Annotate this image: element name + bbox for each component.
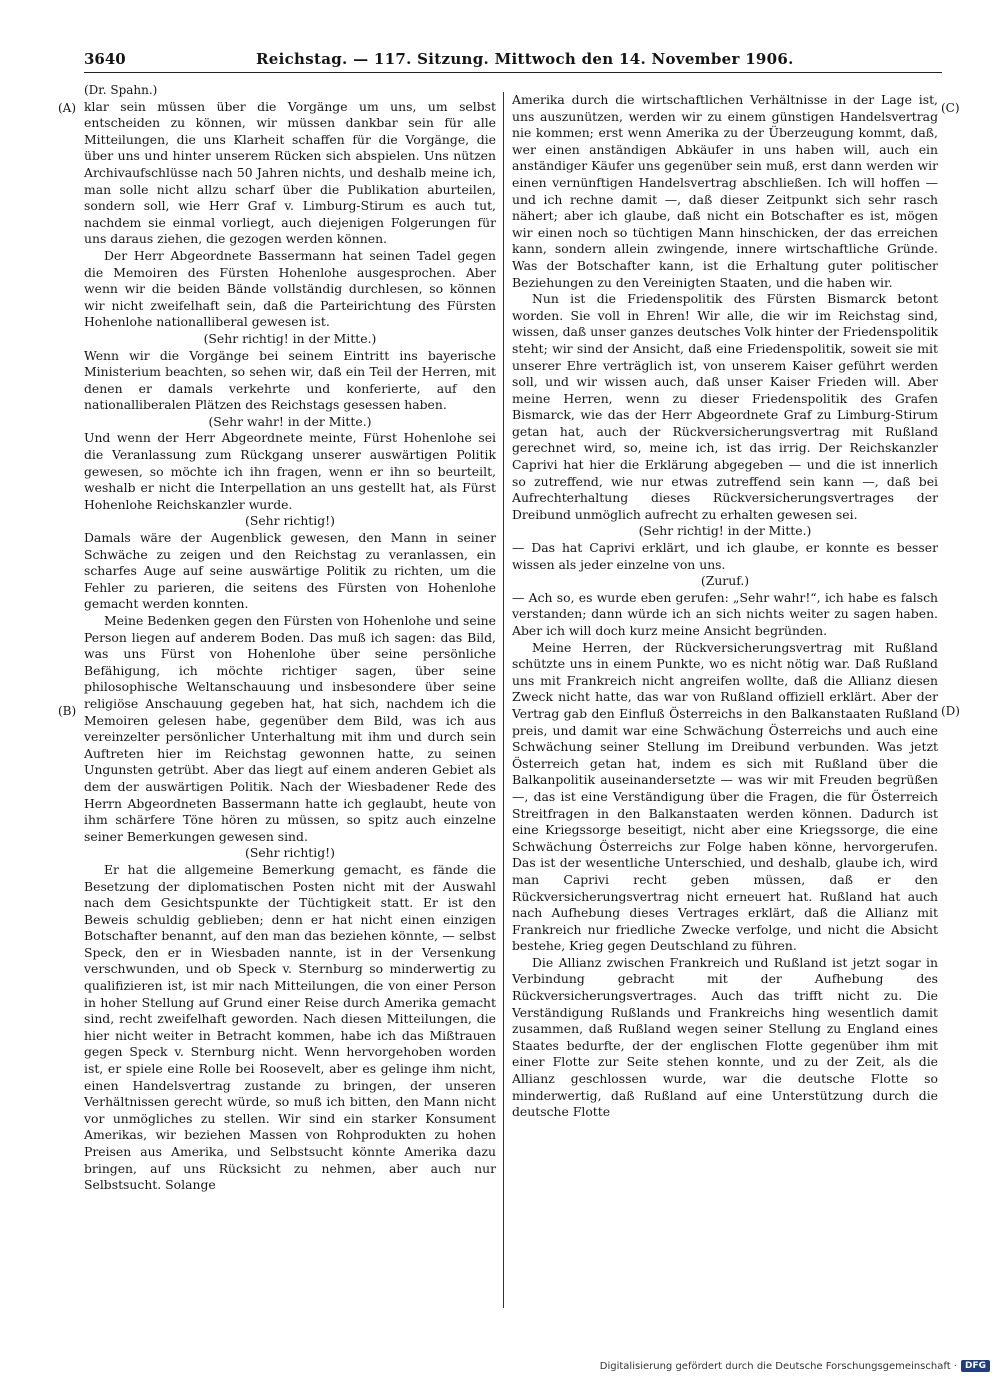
paragraph: Meine Bedenken gegen den Fürsten von Hohenlohe und seine Person liegen auf anderem Boden. Das muß ich sagen: das Bild, was uns Fürst von Hohenlohe über seine persönliche Befähigung, ich möchte richtiger sagen, über seine philosophische Weltanschauung und insbesondere über seine religiöse Anschauung gegeben hat, hat sich, nachdem ich die Memoiren gelesen habe, gegenüber dem Bild, was ich aus vereinzelter persönlicher Unterhaltung mit ihm und durch sein Auftreten hier im Reichstag gewonnen hatte, zu seinen Ungunsten getrübt. Aber das liegt auf einem anderen Gebiet als dem der auswärtigen Politik. Nach der Wiesbadener Rede des Herrn Abgeordneten Bassermann hatte ich geglaubt, heute von ihm schärfere Töne hören zu müssen, so spitz auch einzelne seiner Bemerkungen gewesen sind. bbox=[84, 613, 496, 844]
paragraph: — Das hat Caprivi erklärt, und ich glaube, er konnte es besser wissen als jeder einzelne von uns. bbox=[512, 540, 938, 572]
interjection: (Sehr wahr! in der Mitte.) bbox=[208, 413, 372, 429]
running-header bbox=[84, 48, 942, 74]
dfg-logo: DFG bbox=[961, 1360, 990, 1372]
running-title: Reichstag. — 117. Sitzung. Mittwoch den 14. November 1906. bbox=[256, 50, 794, 68]
interjection: (Sehr richtig!) bbox=[245, 513, 335, 529]
credit-text: Digitalisierung gefördert durch die Deutsche Forschungsgemeinschaft · bbox=[599, 1360, 957, 1372]
paragraph: Der Herr Abgeordnete Bassermann hat seinen Tadel gegen die Memoiren des Fürsten Hohenlohe ausgesprochen. Aber wenn wir die beiden Bände vollständig durchlesen, so können wir nicht zweifelhaft sein, daß die Parteirichtung des Fürsten Hohenlohe nationalliberal gewesen ist. bbox=[84, 247, 496, 330]
paragraph: Wenn wir die Vorgänge bei seinem Eintritt ins bayerische Ministerium beachten, so sehen wir, daß ein Teil der Herren, mit denen er damals verkehrte und konferierte, auf den nationalliberalen Plätzen des Reichstags gesessen haben. bbox=[84, 347, 496, 413]
paragraph: Die Allianz zwischen Frankreich und Rußland ist jetzt sogar in Verbindung gebracht mit der Aufhebung des Rückversicherungsvertrages. Auch das trifft nicht zu. Die Verständigung Rußlands und Frankreichs hing wesentlich damit zusammen, daß Rußland wegen seiner Stellung zu England eines Staates bedurfte, der der englischen Flotte gegenüber ihm mit einer Flotte zur Seite stehen konnte, und zu der Zeit, als die Allianz geschlossen wurde, war die deutsche Flotte so minderwertig, daß Rußland auf eine Unterstützung durch die deutsche Flotte bbox=[512, 954, 938, 1120]
interjection: (Zuruf.) bbox=[700, 573, 750, 589]
interjection: (Sehr richtig!) bbox=[245, 845, 335, 861]
page-number: 3640 bbox=[84, 50, 126, 68]
interjection: (Sehr richtig! in der Mitte.) bbox=[203, 330, 377, 346]
margin-mark-c: (C) bbox=[941, 101, 960, 115]
interjection: (Sehr richtig! in der Mitte.) bbox=[638, 523, 812, 539]
paragraph: Meine Herren, der Rückversicherungsvertrag mit Rußland schützte uns in einem Punkte, wo es nicht nötig war. Daß Rußland uns mit Frankreich nicht angreifen wollte, daß die Allianz diesen Zweck nicht hatte, das war von Rußland offiziell erklärt. Aber der Vertrag gab den Einfluß Österreichs in den Balkanstaaten Rußland preis, und damit war eine Schwächung Österreichs und auch eine Schwächung seiner Stellung im Dreibund verbunden. Was jetzt Österreich getan hat, indem es sich mit Rußland über die Balkanpolitik auseinandersetzte — was wir mit Freuden begrüßen —, das ist eine Verständigung über die Fragen, die für Österreich Streitfragen in den Balkanstaaten werden können. Dadurch ist eine Kriegssorge beseitigt, nicht aber eine Kriegssorge, die eine Schwächung Österreichs zur Folge haben könne, hervorgerufen. Das ist der wesentliche Unterschied, und deshalb, glaube ich, wird man Caprivi recht geben müssen, daß er den Rückversicherungsvertrag nicht erneuert hat. Rußland hat auch nach Aufhebung dieses Vertrages erklärt, daß die Allianz mit Frankreich nur friedliche Zwecke verfolge, und nicht die Absicht bestehe, Krieg gegen Deutschland zu führen. bbox=[512, 639, 938, 954]
paragraph: klar sein müssen über die Vorgänge um uns, um selbst entscheiden zu können, wir müssen dankbar sein für alle Mitteilungen, die uns Klarheit schaffen für die Vorgänge, die über uns und hinter unserem Rücken sich abspielen. Uns nützen Archivaufschlüsse nach 50 Jahren nichts, und deshalb meine ich, man solle nicht allzu scharf über die Publikation aburteilen, sondern soll, wie Herr Graf v. Limburg-Stirum es auch tut, nachdem sie einmal vorliegt, auch diejenigen Folgerungen für uns daraus ziehen, die gezogen werden können. bbox=[84, 98, 496, 247]
right-column bbox=[512, 92, 938, 1121]
speaker-name: (Dr. Spahn.) bbox=[84, 83, 158, 97]
header-rule bbox=[84, 72, 942, 73]
digitization-credit bbox=[600, 1357, 990, 1375]
left-column bbox=[84, 82, 496, 1194]
paragraph: Und wenn der Herr Abgeordnete meinte, Fürst Hohenlohe sei die Veranlassung zum Rückgang unserer auswärtigen Politik gewesen, so möchte ich ihn fragen, wenn er ihn so beurteilt, weshalb er nicht die Interpellation an uns gestellt hat, als Fürst Hohenlohe Reichskanzler wurde. bbox=[84, 430, 496, 512]
paragraph: Damals wäre der Augenblick gewesen, den Mann in seiner Schwäche zu zeigen und den Reichstag zu veranlassen, ein scharfes Auge auf seine auswärtige Politik zu richten, um die Fehler zu parieren, die seitens des Fürsten von Hohenlohe gemacht werden konnten. bbox=[84, 530, 496, 612]
paragraph: — Ach so, es wurde eben gerufen: „Sehr wahr!“, ich habe es falsch verstanden; dann würde ich an sich nichts weiter zu sagen haben. Aber ich will doch kurz meine Ansicht begründen. bbox=[512, 589, 938, 638]
margin-mark-b: (B) bbox=[58, 704, 77, 718]
margin-mark-a: (A) bbox=[58, 101, 77, 115]
margin-mark-d: (D) bbox=[941, 704, 960, 718]
paragraph: Nun ist die Friedenspolitik des Fürsten Bismarck betont worden. Sie voll in Ehren! Wir alle, die wir im Reichstag sind, wissen, daß unser ganzes deutsches Volk hinter der Friedenspolitik steht; wir sind der Ansicht, daß eine Friedenspolitik, soweit sie mit unserer Ehre verträglich ist, von unserem Kaiser geführt werden soll, und wir wissen auch, daß unser Kaiser Frieden will. Aber meine Herren, wenn zu dieser Friedenspolitik des Grafen Bismarck, wie das der Herr Abgeordnete Graf zu Limburg-Stirum getan hat, auch der Rückversicherungsvertrag mit Rußland gerechnet wird, so, meine ich, ist das irrig. Der Reichskanzler Caprivi hat hier die Erklärung abgegeben — und die ist innerlich so zutreffend, wie nur etwas zutreffend sein kann —, daß bei Aufrechterhaltung dieses Rückversicherungsvertrages der Dreibund unmöglich aufrecht zu erhalten gewesen sei. bbox=[512, 291, 938, 522]
paragraph: Amerika durch die wirtschaftlichen Verhältnisse in der Lage ist, uns auszunützen, werden wir zu einem günstigen Handelsvertrag nie kommen; erst wenn Amerika zu der Überzeugung kommt, daß, wer einen anständigen Abkäufer in uns haben will, auch ein anständiger Käufer uns gegenüber sein muß, erst dann werden wir einen vernünftigen Handelsvertrag abschließen. Ich will hoffen — und ich rechne damit —, daß dieser Zeitpunkt sich sehr rasch nähert; aber ich glaube, daß nicht ein Botschafter es ist, mögen wir einen noch so tüchtigen Mann hinschicken, der das erreichen kann, sondern allein zwingende, innere wirtschaftliche Gründe. Was der Botschafter kann, ist die Erhaltung guter politischer Beziehungen zu den Vereinigten Staaten, und die haben wir. bbox=[512, 92, 938, 290]
paragraph: Er hat die allgemeine Bemerkung gemacht, es fände die Besetzung der diplomatischen Posten nicht mit der Auswahl nach dem Gesichtspunkte der Tüchtigkeit statt. Er ist den Beweis schuldig geblieben; denn er hat nicht einen einzigen Botschafter benannt, auf den man das beziehen könnte, — selbst Speck, den er in Wiesbaden nannte, ist in der Versenkung verschwunden, und ob Speck v. Sternburg so minderwertig zu qualifizieren ist, ist mir nach Mitteilungen, die von einer Person in hoher Stellung auf Grund einer Reise durch Amerika gemacht sind, recht zweifelhaft geworden. Nach diesen Mitteilungen, die hier nicht weiter in Betracht kommen, habe ich das Mißtrauen gegen Speck v. Sternburg nicht. Wenn hervorgehoben worden ist, er spiele eine Rolle bei Roosevelt, aber es gelinge ihm nicht, einen Handelsvertrag zustande zu bringen, der unseren Verhältnissen gerecht würde, so muß ich bitten, den Mann nicht vor unmögliches zu stellen. Wir sind ein starker Konsument Amerikas, wir beziehen Massen von Rohprodukten zu hohen Preisen aus Amerika, und Selbstsucht könnte Amerika dazu bringen, auf uns Rücksicht zu nehmen, aber auch nur Selbstsucht. Solange bbox=[84, 861, 496, 1193]
column-separator bbox=[503, 92, 504, 1308]
